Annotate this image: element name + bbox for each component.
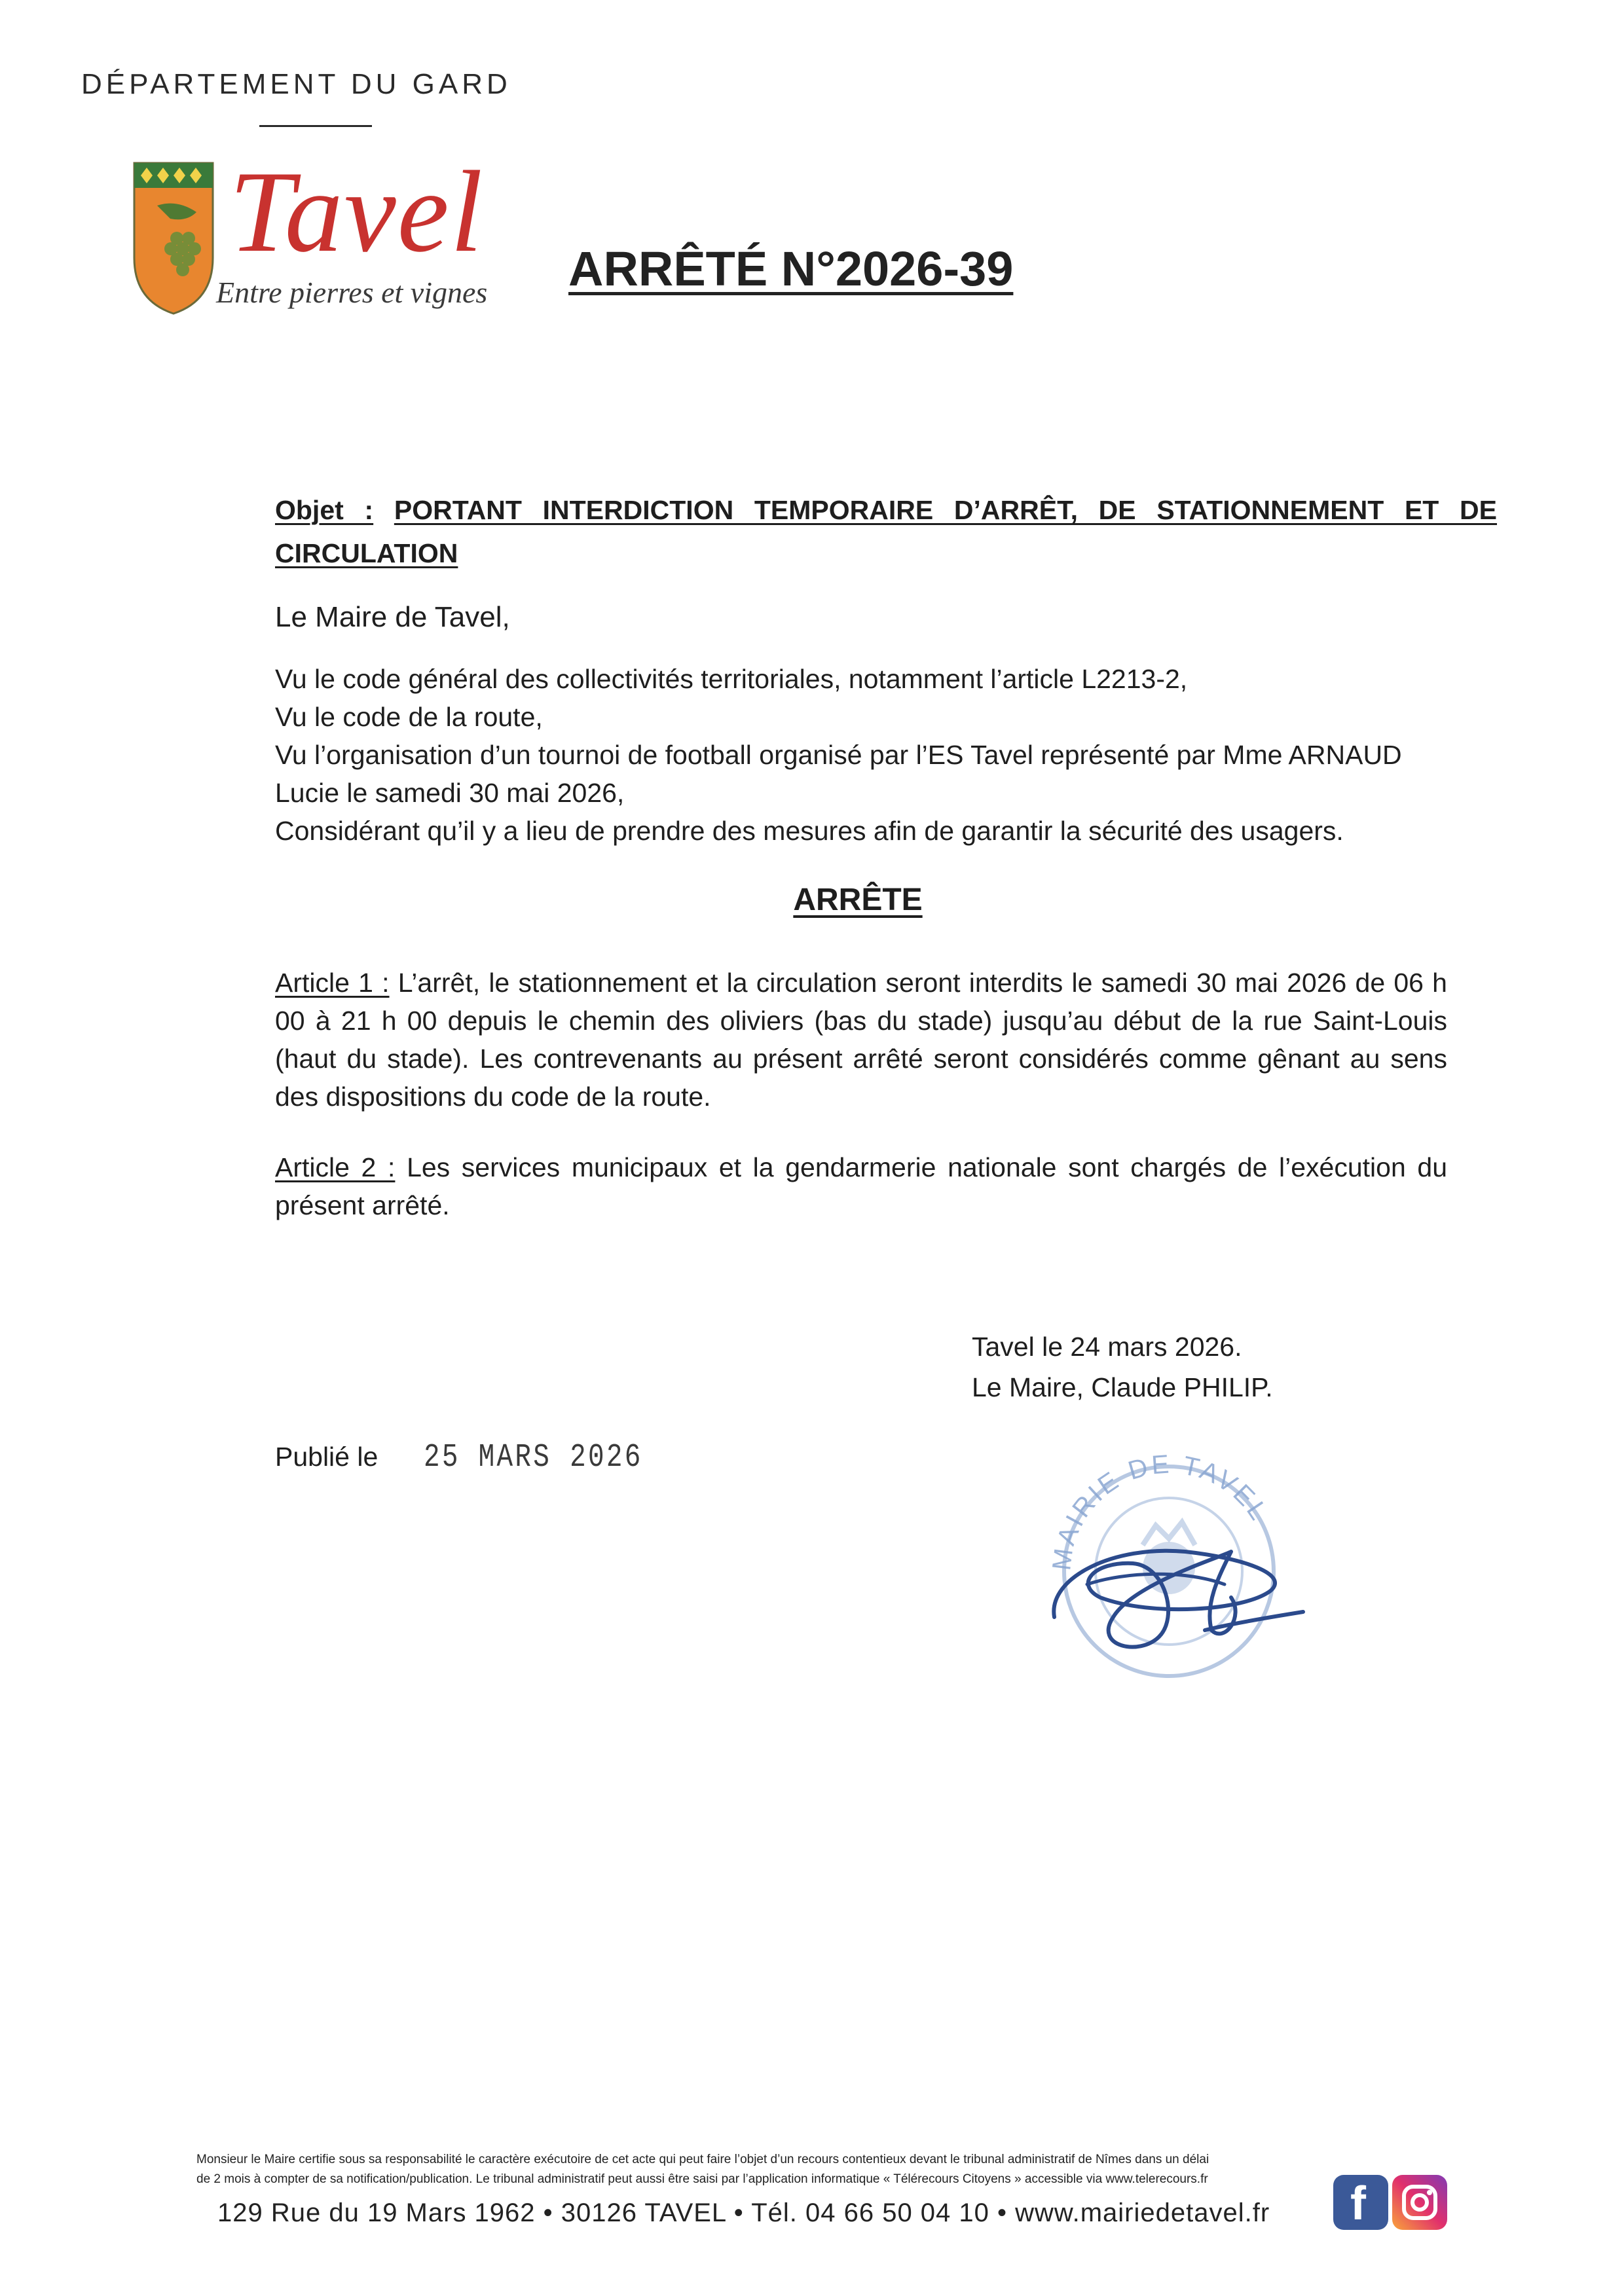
article-1-label: Article 1 : xyxy=(275,968,390,998)
department-rule xyxy=(259,125,372,127)
signature-block xyxy=(972,1326,1273,1408)
signatory: Le Maire, Claude PHILIP. xyxy=(972,1372,1273,1402)
instagram-icon[interactable] xyxy=(1392,2175,1447,2230)
tavel-logo xyxy=(131,147,511,321)
arrete-number-title: ARRÊTÉ N°2026-39 xyxy=(568,242,1014,296)
legal-notice-line: de 2 mois à compter de sa notification/publication. Le tribunal administratif peut aussi être saisi par l’application informatique « Télérecours Citoyens » accessible via www.telerecours.fr xyxy=(196,2172,1208,2186)
instagram-glyph-icon xyxy=(1392,2175,1447,2230)
vu-item: Lucie le samedi 30 mai 2026, xyxy=(275,778,625,808)
legal-notice xyxy=(196,2150,1428,2189)
vu-item: Vu le code général des collectivités territoriales, notamment l’article L2213-2, xyxy=(275,664,1188,694)
vu-list xyxy=(275,660,1441,850)
vu-item: Vu le code de la route, xyxy=(275,702,543,732)
logo-wordmark: Tavel xyxy=(229,147,485,276)
article-1-text: L’arrêt, le stationnement et la circulation seront interdits le samedi 30 mai 2026 de 06 h 00 à 21 h 00 depuis le chemin des oliviers (bas du stade) jusqu’au début de la rue Saint-Louis (haut du stade). Les contrevenants au présent arrêté seront considérés comme gênant au sens des dispositions du code de la route. xyxy=(275,968,1447,1112)
coat-of-arms-icon xyxy=(131,160,216,317)
publication-label: Publié le xyxy=(275,1442,378,1472)
vu-item: Vu l’organisation d’un tournoi de football organisé par l’ES Tavel représenté par Mme ARNAUD xyxy=(275,740,1402,770)
department-name: DÉPARTEMENT DU GARD xyxy=(81,68,511,100)
logo-tagline: Entre pierres et vignes xyxy=(216,276,488,309)
legal-notice-line: Monsieur le Maire certifie sous sa responsabilité le caractère exécutoire de cet acte qui peut faire l’objet d’un recours contentieux devant le tribunal administratif de Nîmes dans un délai xyxy=(196,2153,1209,2166)
objet-label: Objet : xyxy=(275,495,374,525)
mairie-address: 129 Rue du 19 Mars 1962 • 30126 TAVEL • Tél. 04 66 50 04 10 • www.mairiedetavel.fr xyxy=(217,2198,1270,2227)
objet-line xyxy=(275,488,1497,575)
arrete-heading: ARRÊTE xyxy=(793,883,923,917)
article-1 xyxy=(275,964,1447,1116)
article-2 xyxy=(275,1148,1447,1224)
publication-date-stamp: 25 MARS 2026 xyxy=(423,1439,643,1476)
seal-text-path: MAIRIE DE TAVEL xyxy=(1047,1449,1275,1573)
mairie-seal-stamp xyxy=(1008,1421,1336,1696)
article-2-text: Les services municipaux et la gendarmerie nationale sont chargés de l’exécution du présent arrêté. xyxy=(275,1152,1448,1220)
salutation: Le Maire de Tavel, xyxy=(275,601,510,633)
place-date: Tavel le 24 mars 2026. xyxy=(972,1332,1242,1362)
facebook-icon[interactable]: f xyxy=(1333,2175,1388,2230)
article-2-label: Article 2 : xyxy=(275,1152,396,1182)
objet-text: PORTANT INTERDICTION TEMPORAIRE D’ARRÊT, DE STATIONNEMENT ET DE CIRCULATION xyxy=(275,495,1497,568)
vu-item: Considérant qu’il y a lieu de prendre des mesures afin de garantir la sécurité des usagers. xyxy=(275,816,1344,846)
publication-line xyxy=(275,1438,691,1477)
